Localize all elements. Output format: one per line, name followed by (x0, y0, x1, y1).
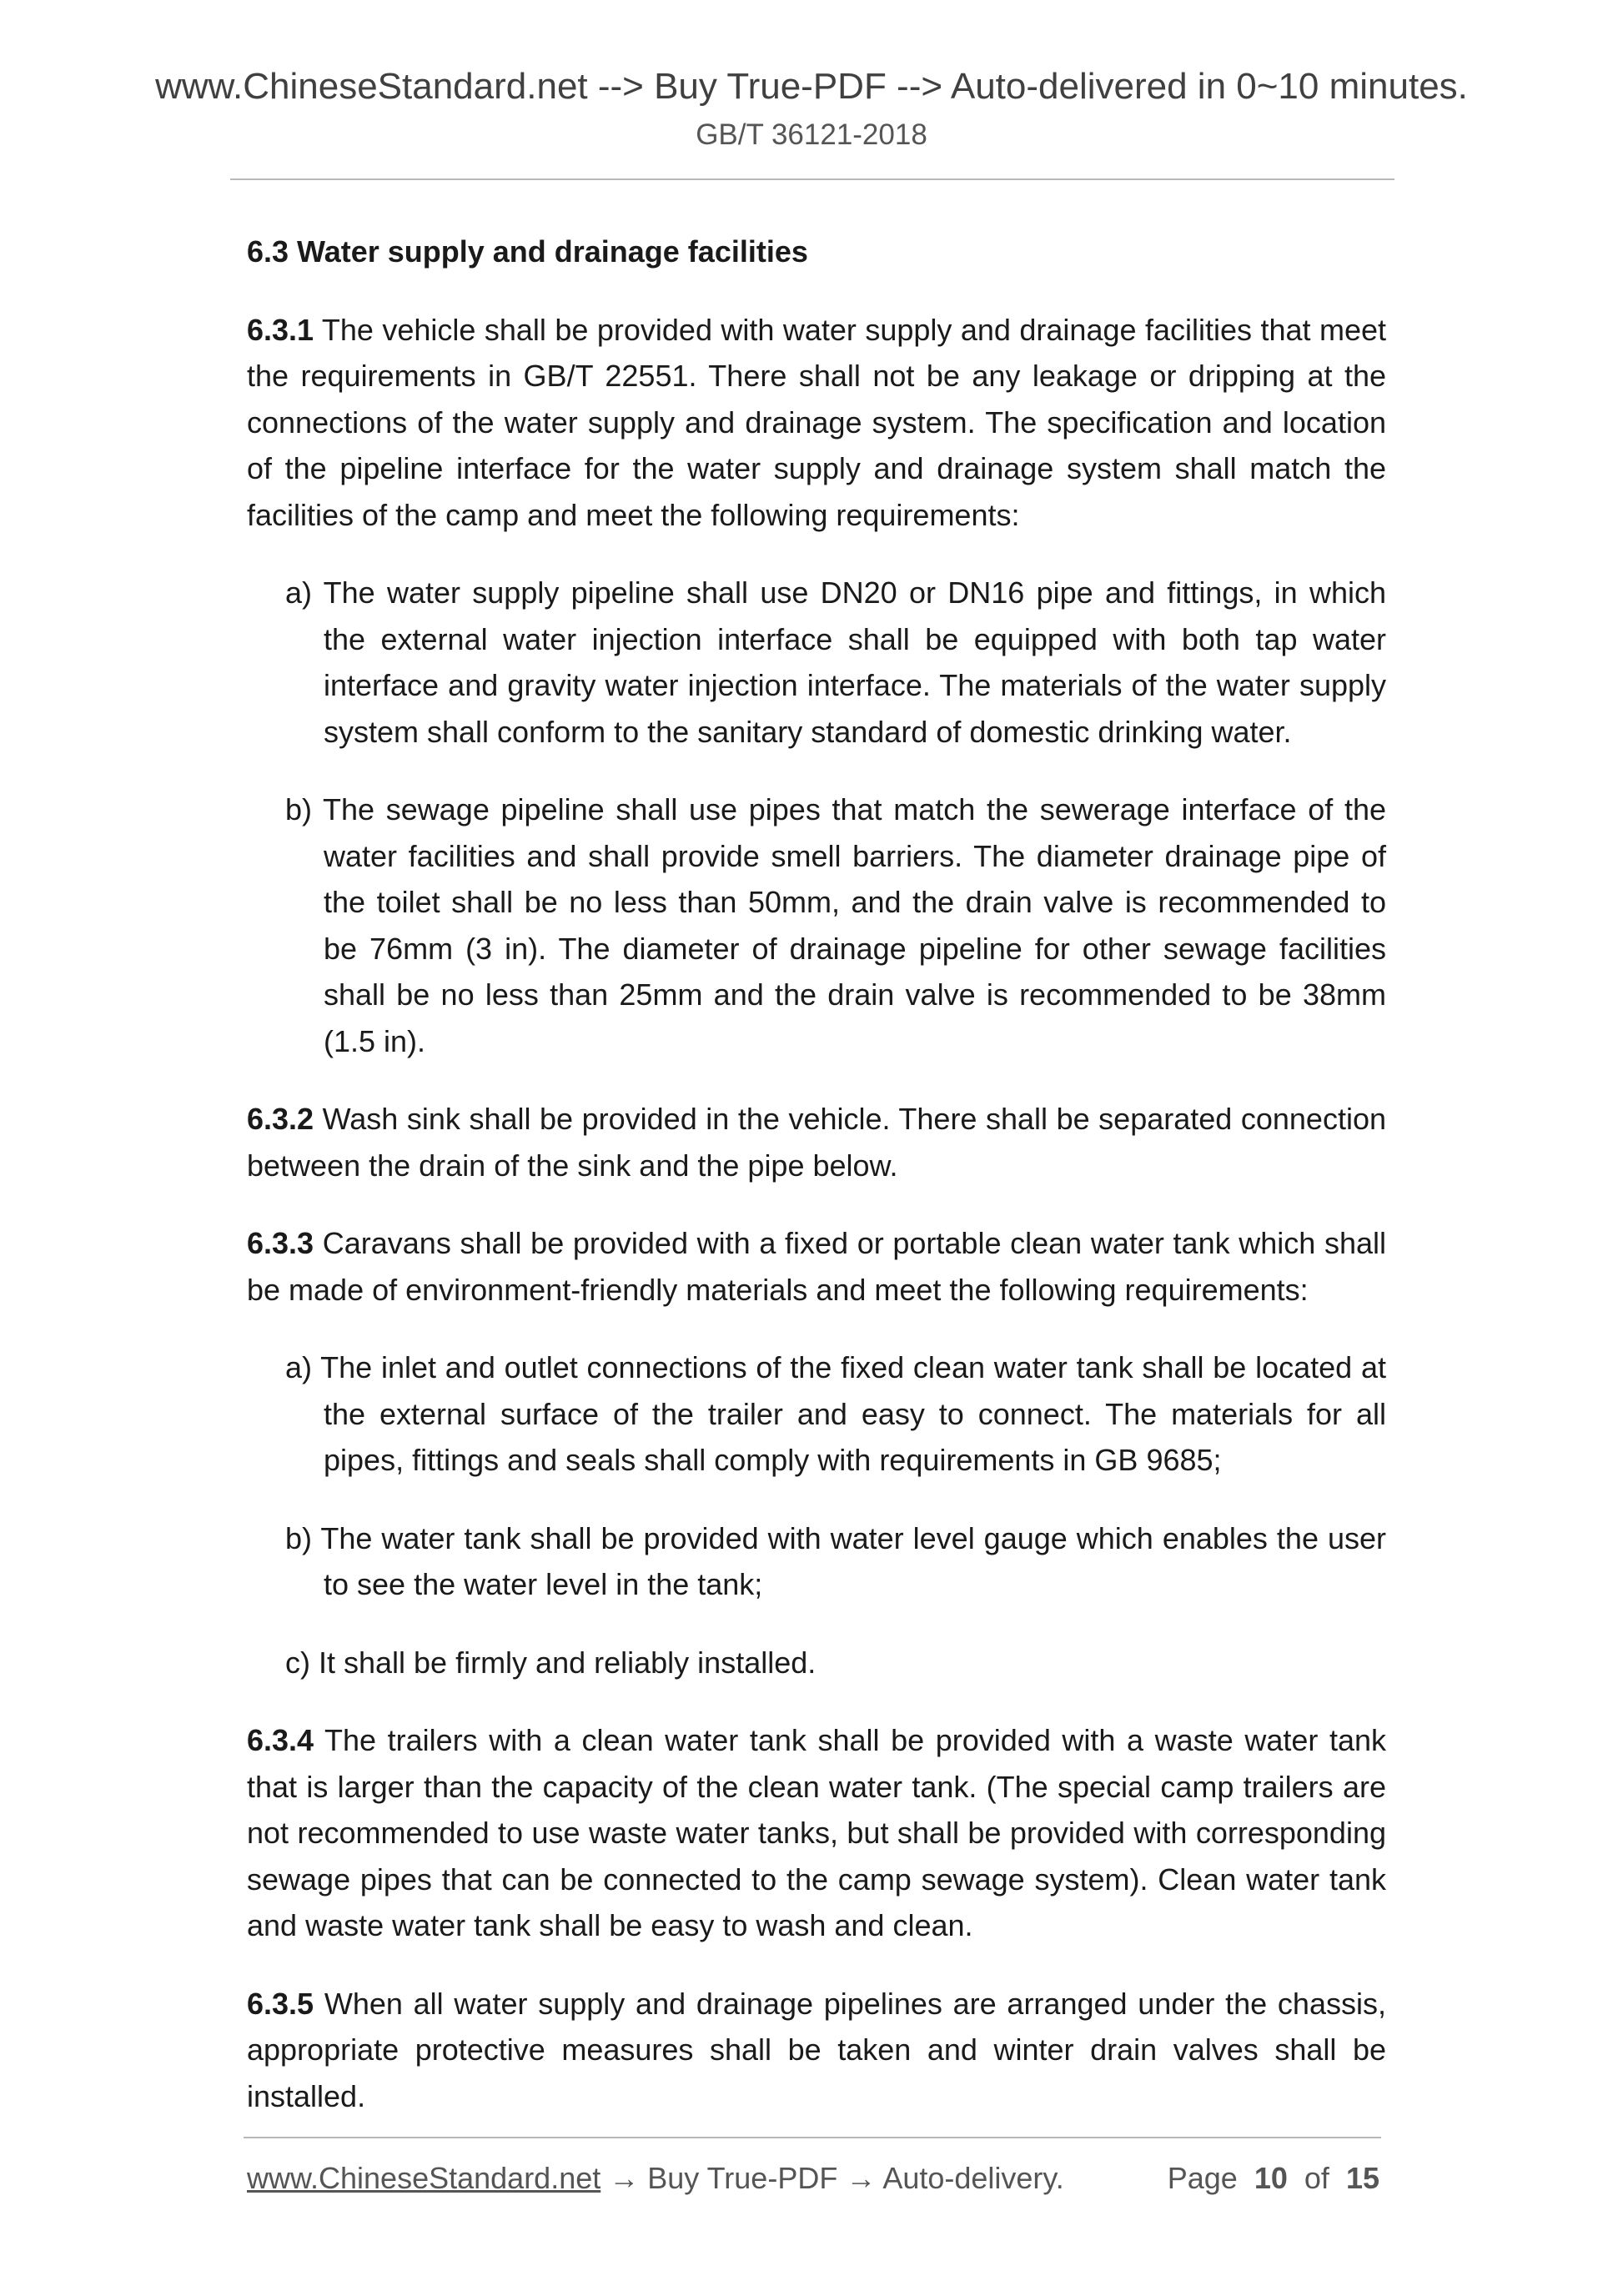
clause-number: 6.3.2 (247, 1102, 314, 1136)
clause-text: Caravans shall be provided with a fixed or portable clean water tank which shall be made of environment-friendly materials and meet the following requirements: (247, 1226, 1386, 1307)
clause-6-3-1 (247, 307, 1386, 539)
document-body (247, 229, 1386, 2151)
clause-number: 6.3.5 (247, 1986, 314, 2021)
clause-6-3-3 (247, 1220, 1386, 1313)
page-total: 15 (1345, 2161, 1379, 2195)
page-header (0, 65, 1623, 153)
clause-text: The trailers with a clean water tank shall be provided with a waste water tank that is larger than the capacity of the clean water tank. (The special camp trailers are not recommended to use waste water tanks, but shall be provided with corresponding sewage pipes that can be connected to the camp sewage system). Clean water tank and waste water tank shall be easy to wash and clean. (247, 1723, 1386, 1942)
page-current: 10 (1254, 2161, 1288, 2195)
list-item: c) It shall be firmly and reliably installed. (285, 1645, 817, 1680)
header-divider (230, 178, 1394, 180)
clause-6-3-2 (247, 1096, 1386, 1188)
list-item: b) The sewage pipeline shall use pipes that match the sewerage interface of the water facilities and shall provide smell barriers. The diameter drainage pipe of the toilet shall be no less than 50mm, and the drain valve is recommended to be 76mm (3 in). The diameter of drainage pipeline for other sewage facilities shall be no less than 25mm and the drain valve is recommended to be 38mm (1.5 in). (285, 792, 1386, 1058)
clause-number: 6.3.1 (247, 312, 314, 347)
clause-text: The vehicle shall be provided with water supply and drainage facilities that meet the requirements in GB/T 22551. There shall not be any leakage or dripping at the connections of the water supply and drainage system. The specification and location of the pipeline interface for the water supply and drainage system shall match the facilities of the camp and meet the following requirements: (247, 312, 1386, 532)
list-item: b) The water tank shall be provided with water level gauge which enables the user to see the water level in the tank; (285, 1520, 1386, 1601)
footer-tagline: → Buy True-PDF → Auto-delivery. (600, 2161, 1064, 2195)
page-indicator (1168, 2160, 1379, 2197)
standard-code: GB/T 36121-2018 (696, 118, 927, 151)
section-title: 6.3 Water supply and drainage facilities (247, 234, 808, 269)
page-of: of (1304, 2161, 1329, 2195)
clause-number: 6.3.3 (247, 1226, 314, 1260)
footer-website-link[interactable]: www.ChineseStandard.net (247, 2161, 601, 2195)
clause-6-3-5 (247, 1981, 1386, 2120)
clause-6-3-4 (247, 1717, 1386, 1949)
footer-divider (244, 2137, 1381, 2138)
page-label: Page (1167, 2161, 1238, 2195)
footer-promo (247, 2160, 1064, 2197)
header-promo-text: www.ChineseStandard.net --> Buy True-PDF --> Auto-delivered in 0~10 minutes. (155, 66, 1468, 107)
clause-text: When all water supply and drainage pipelines are arranged under the chassis, appropriate protective measures shall be taken and winter drain valves shall be installed. (247, 1986, 1386, 2113)
clause-number: 6.3.4 (247, 1723, 314, 1757)
list-item: a) The inlet and outlet connections of the fixed clean water tank shall be located at the external surface of the trailer and easy to connect. The materials for all pipes, fittings and seals shall comply with requirements in GB 9685; (285, 1350, 1386, 1477)
clause-text: Wash sink shall be provided in the vehicle. There shall be separated connection between the drain of the sink and the pipe below. (247, 1102, 1386, 1183)
list-item: a) The water supply pipeline shall use DN20 or DN16 pipe and fittings, in which the external water injection interface shall be equipped with both tap water interface and gravity water injection interface. The materials of the water supply system shall conform to the sanitary standard of domestic drinking water. (285, 575, 1386, 749)
